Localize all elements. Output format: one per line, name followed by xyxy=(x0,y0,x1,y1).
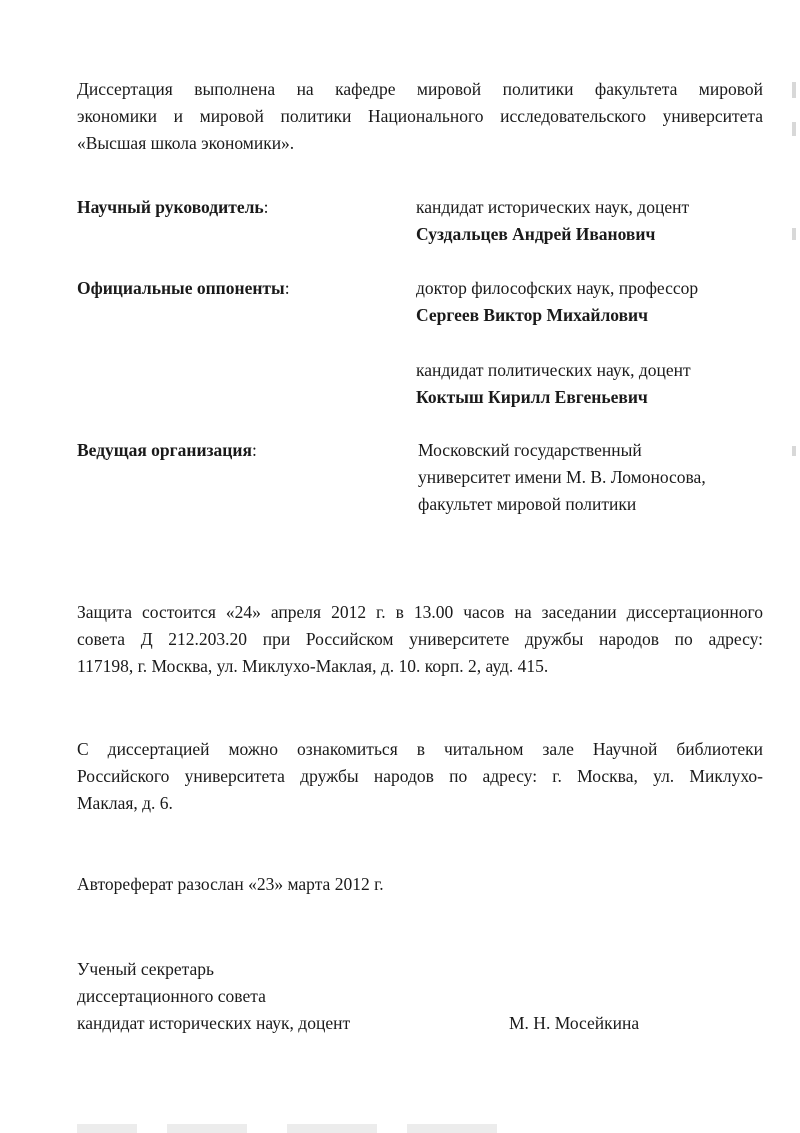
opponents-label-colon: : xyxy=(284,278,290,298)
opponent-title: доктор философских наук, профессор xyxy=(416,278,699,298)
leading-org-label-colon: : xyxy=(251,440,257,460)
library-line: Маклая, д. 6. xyxy=(77,793,173,813)
intro-line: «Высшая школа экономики». xyxy=(77,133,295,153)
scan-edge-mark xyxy=(792,228,796,240)
opponents-label-text: Официальные оппоненты xyxy=(77,278,285,298)
secretary-line: Ученый секретарь xyxy=(77,959,214,979)
abstract-sent-line: Автореферат разослан «23» марта 2012 г. xyxy=(77,874,384,894)
secretary-name: М. Н. Мосейкина xyxy=(509,1013,640,1033)
supervisor-name: Суздальцев Андрей Иванович xyxy=(416,224,656,244)
scan-edge-mark xyxy=(792,122,796,136)
defense-paragraph xyxy=(77,599,763,680)
scan-bottom-artifact xyxy=(77,1124,497,1133)
intro-line: экономики и мировой политики Национального исследовательского университета xyxy=(77,106,763,126)
defense-line: Защита состоится «24» апреля 2012 г. в 13.00 часов на заседании диссертационного xyxy=(77,602,763,622)
leading-org-label xyxy=(77,437,257,464)
opponent-name: Коктыш Кирилл Евгеньевич xyxy=(416,387,648,407)
scan-edge-mark xyxy=(792,82,796,98)
supervisor-label xyxy=(77,194,269,221)
opponent-1 xyxy=(416,275,698,329)
intro-paragraph xyxy=(77,76,763,157)
opponents-label xyxy=(77,275,290,302)
scan-edge-mark xyxy=(792,446,796,456)
leading-org-line: факультет мировой политики xyxy=(418,494,637,514)
supervisor-title: кандидат исторических наук, доцент xyxy=(416,197,690,217)
library-line: С диссертацией можно ознакомиться в читальном зале Научной библиотеки xyxy=(77,739,763,759)
intro-line: Диссертация выполнена на кафедре мировой политики факультета мировой xyxy=(77,79,763,99)
opponent-title: кандидат политических наук, доцент xyxy=(416,360,691,380)
leading-org-line: Московский государственный xyxy=(418,440,642,460)
opponent-2 xyxy=(416,357,691,411)
opponent-name: Сергеев Виктор Михайлович xyxy=(416,305,648,325)
leading-org-label-text: Ведущая организация xyxy=(77,440,252,460)
leading-org-line: университет имени М. В. Ломоносова, xyxy=(418,467,706,487)
supervisor-label-colon: : xyxy=(263,197,269,217)
defense-line: 117198, г. Москва, ул. Миклухо-Маклая, д. 10. корп. 2, ауд. 415. xyxy=(77,656,549,676)
leading-org-value xyxy=(418,437,706,518)
secretary-line: кандидат исторических наук, доцент xyxy=(77,1013,351,1033)
library-line: Российского университета дружбы народов по адресу: г. Москва, ул. Миклухо- xyxy=(77,766,763,786)
supervisor-label-text: Научный руководитель xyxy=(77,197,264,217)
library-paragraph xyxy=(77,736,763,817)
supervisor-value xyxy=(416,194,689,248)
secretary-block xyxy=(77,956,350,1037)
secretary-line: диссертационного совета xyxy=(77,986,266,1006)
defense-line: совета Д 212.203.20 при Российском университете дружбы народов по адресу: xyxy=(77,629,763,649)
